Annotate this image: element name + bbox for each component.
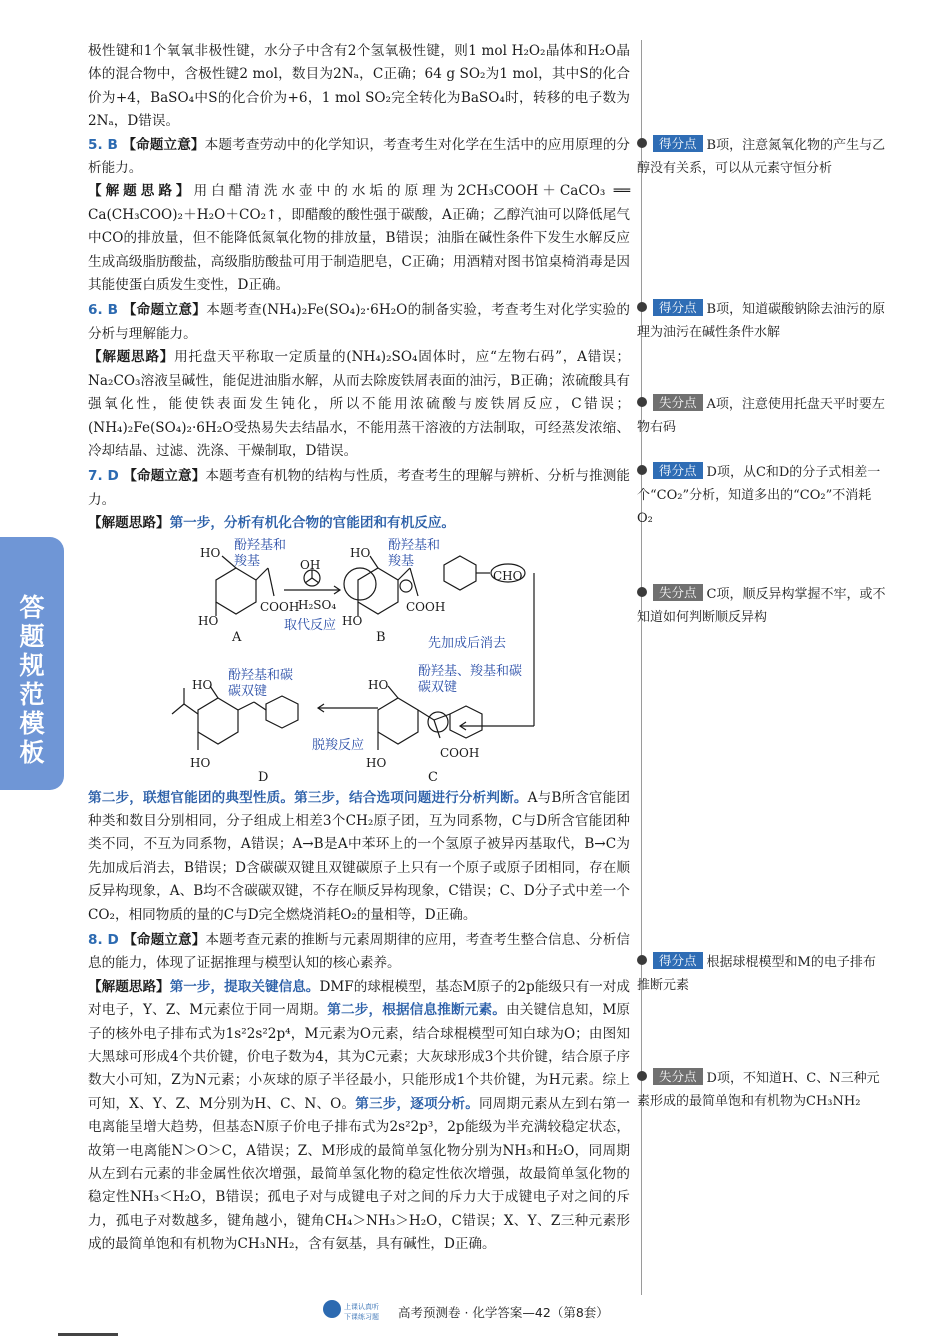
q7-analysis	[88, 787, 630, 927]
margin-note-1	[637, 134, 887, 180]
q6-number: 6. B	[88, 302, 119, 319]
a-ho2-label: HO	[198, 613, 219, 628]
q6-idea	[88, 346, 630, 463]
q7-idea-label: 【解题思路】	[88, 515, 170, 532]
side-tab-label: 答题规范模板	[19, 593, 45, 767]
q5-intent-text: 本题考查劳动中的化学知识，考查考生对化学在生活中的应用原理的分析能力。	[88, 136, 631, 177]
q8-intent-label: 【命题立意】	[123, 931, 206, 948]
question-5	[88, 134, 630, 298]
label-b-groups: 酚羟基和羧基	[388, 537, 441, 569]
publisher-logo	[320, 1297, 390, 1325]
molecule-b-ring	[358, 568, 398, 614]
margin-note-6	[637, 951, 887, 997]
page-footer	[320, 1301, 640, 1323]
side-tab-answer-template	[0, 537, 64, 790]
cho-label: CHO	[493, 568, 523, 583]
q6-intent-label: 【命题立意】	[122, 302, 207, 319]
c-cooh-label: COOH	[440, 745, 480, 760]
q7-step1: 第一步，分析有机化合物的官能团和有机反应。	[169, 515, 456, 532]
note-tag: 得分点	[653, 462, 703, 479]
note-tag: 失分点	[653, 1068, 703, 1085]
note-text: D项，从C和D的分子式相差一个“CO₂”分析，知道多出的“CO₂”不消耗O₂	[637, 465, 881, 526]
q8-step3: 第三步，逐项分析。	[355, 1095, 479, 1112]
benzaldehyde-ring	[444, 556, 476, 590]
question-7	[88, 465, 630, 927]
main-column	[88, 40, 630, 1259]
label-d: D	[258, 769, 269, 785]
q7-number: 7. D	[88, 468, 119, 485]
q5-intent-label: 【命题立意】	[122, 136, 205, 153]
label-a: A	[232, 629, 242, 645]
bottom-scan-mark	[58, 1333, 118, 1336]
note-text: D项，不知道H、C、N三种元素形成的最简单饱和有机物为CH₃NH₂	[637, 1071, 880, 1109]
q7-intent-text: 本题考查有机物的结构与性质，考查考生的理解与辨析、分析与推测能力。	[88, 468, 631, 508]
svg-text:上课认真听: 上课认真听	[344, 1303, 379, 1311]
q5-idea-text: 用白醋清洗水壶中的水垢的原理为2CH₃COOH＋CaCO₃ ══ Ca(CH₃COO)₂＋H₂O＋CO₂↑，即醋酸的酸性强于碳酸，A正确；乙醇汽油可以降低尾气中CO的排放量，但不能降低氮氧化物的排放量，B错误；油脂在碱性条件下发生水解反应生成高级脂肪酸盐，高级脂肪酸盐可用于制造肥皂，C正确；用酒精对图书馆桌椅消毒是因其能使蛋白质发生变性，D正确。	[88, 183, 631, 294]
q6-intent-text: 本题考查(NH₄)₂Fe(SO₄)₂·6H₂O的制备实验，考查考生对化学实验的分析与理解能力。	[88, 302, 631, 342]
q7-intent-label: 【命题立意】	[123, 468, 206, 485]
margin-note-7	[637, 1067, 887, 1113]
q8-step1: 第一步，提取关键信息。	[169, 978, 320, 995]
molecule-d-ring	[198, 698, 238, 744]
h2so4-label: H₂SO₄	[298, 597, 337, 612]
footer-text: 高考预测卷 · 化学答案—42（第8套）	[398, 1305, 609, 1320]
bullet-icon	[637, 465, 647, 475]
q8-idea	[88, 976, 630, 1257]
note-text: B项，知道碳酸钠除去油污的原理为油污在碱性条件水解	[637, 302, 886, 340]
d-ho-label: HO	[192, 677, 213, 692]
note-text: C项，顺反异构掌握不牢，或不知道如何判断顺反异构	[637, 587, 886, 625]
q8-intent	[88, 929, 630, 976]
label-decarboxylation: 脱羧反应	[312, 737, 365, 753]
label-c-groups: 酚羟基、羧基和碳碳双键	[418, 663, 523, 695]
bullet-icon	[637, 587, 647, 597]
q8-number: 8. D	[88, 931, 119, 948]
note-tag: 失分点	[653, 584, 703, 601]
q5-idea	[88, 180, 630, 297]
bullet-icon	[637, 955, 647, 965]
bullet-icon	[637, 138, 647, 148]
margin-note-3	[637, 393, 887, 439]
c-ho-label: HO	[368, 677, 389, 692]
molecule-c-ring	[378, 698, 418, 744]
margin-note-5	[637, 583, 887, 629]
question-6	[88, 299, 630, 463]
svg-text:下课练习题: 下课练习题	[344, 1313, 379, 1321]
q8-text3: 同周期元素从左到右第一电离能呈增大趋势，但基态N原子价电子排布式为2s²2p³，2p能级为半充满较稳定状态，故第一电离能N＞O＞C，A错误；Z、M形成的最简单氢化物分别为NH₃和H₂O，同周期从左到右元素的非金属性依次增强，最简单氢化物的稳定性依次增强，故最简单氢化物的稳定性NH₃＜H₂O，B错误；孤电子对与成键电子对之间的斥力大于成键电子对之间的斥力，孤电子对数越多，键角越小，键角CH₄＞NH₃＞H₂O，C错误；X、Y、Z三种元素形成的最简单饱和有机物为CH₃NH₂，含有氨基，具有碱性，D正确。	[88, 1095, 631, 1253]
question-8	[88, 929, 630, 1257]
q7-intent	[88, 465, 630, 512]
q7-idea-head	[88, 512, 630, 535]
bullet-icon	[637, 1071, 647, 1081]
q6-intent	[88, 299, 630, 346]
note-text: B项，注意氮氧化物的产生与乙醇没有关系，可以从元素守恒分析	[637, 138, 886, 176]
d-ho2-label: HO	[190, 755, 211, 770]
q6-idea-text: 用托盘天平称取一定质量的(NH₄)₂SO₄固体时，应“左物右码”，A错误；Na₂CO₃溶液呈碱性，能促进油脂水解，从而去除废铁屑表面的油污，B正确；浓硫酸具有强氧化性，能使铁表面发生钝化，所以不能用浓硫酸与废铁屑反应，C错误；(NH₄)₂Fe(SO₄)₂·6H₂O受热易失去结晶水，不能用蒸干溶液的方法制取，可经蒸发浓缩、冷却结晶、过滤、洗涤、干燥制取，D错误。	[88, 349, 630, 459]
label-a-groups: 酚羟基和羧基	[234, 537, 287, 569]
bullet-icon	[637, 302, 647, 312]
note-text: 根据球棍模型和M的电子排布推断元素	[637, 955, 876, 993]
note-tag: 得分点	[653, 952, 703, 969]
q5-intent	[88, 134, 630, 181]
q5-idea-label: 【解题思路】	[88, 183, 194, 200]
intro-paragraph: 极性键和1个氧氧非极性键，水分子中含有2个氢氧极性键，则1 mol H₂O₂晶体和H₂O晶体的混合物中，含极性键2 mol，数目为2Nₐ，C正确；64 g SO₂为1 mol，其中S的化合价为+4，BaSO₄中S的化合价为+6，1 mol SO₂完全转化为BaSO₄时，转移的电子数为2Nₐ，D错误。	[88, 43, 630, 130]
q8-idea-label: 【解题思路】	[88, 978, 170, 995]
label-addition-elimination: 先加成后消去	[428, 635, 507, 651]
a-ho-label: HO	[200, 545, 221, 560]
c-ho2-label: HO	[366, 755, 387, 770]
a-cooh-label: COOH	[260, 599, 300, 614]
b-ho-label: HO	[350, 545, 371, 560]
q8-intent-text: 本题考查元素的推断与元素周期律的应用，考查考生整合信息、分析信息的能力，体现了证据推理与模型认知的核心素养。	[88, 931, 631, 972]
q7-analysis-text: A与B所含官能团种类和数目分别相同，分子组成上相差3个CH₂原子团，互为同系物，C与D所含官能团种类不同，不互为同系物，A错误；A→B是A中苯环上的一个氢原子被异丙基取代，B→C为先加成后消去，B错误；D含碳碳双键且双键碳原子上只有一个原子或原子团相同，存在顺反异构现象，A、B均不含碳碳双键，不存在顺反异构现象，C错误；C、D分子式中差一个CO₂，相同物质的量的C与D完全燃烧消耗O₂的量相等，D正确。	[88, 789, 631, 923]
label-substitution: 取代反应	[284, 617, 337, 633]
q8-text1: DMF的球棍模型，基态M原子的2p能级只有一对成对电子，Y、Z、M元素位于同一周期。	[88, 978, 631, 1019]
note-tag: 得分点	[653, 299, 703, 316]
margin-note-4	[637, 461, 887, 530]
oh-label: OH	[300, 557, 321, 572]
q8-step2: 第二步，根据信息推断元素。	[327, 1002, 507, 1019]
note-text: A项，注意使用托盘天平时要左物右码	[637, 397, 885, 435]
bullet-icon	[637, 397, 647, 407]
b-ho2-label: HO	[342, 613, 363, 628]
label-b: B	[376, 629, 386, 645]
b-cooh-label: COOH	[406, 599, 446, 614]
note-tag: 得分点	[653, 135, 703, 152]
q8-text2: 由关键信息知，M原子的核外电子排布式为1s²2s²2p⁴，M元素为O元素，结合球棍模型可知白球为O；由图知大黑球可形成4个共价键，价电子数为4，其为C元素；大灰球形成3个共价键，结合原子序数大小可知，Z为N元素；小灰球的原子半径最小，只能形成1个共价键，为H元素。综上可知，X、Y、Z、M分别为H、C、N、O。	[88, 1002, 631, 1112]
q6-idea-label: 【解题思路】	[88, 349, 175, 366]
reaction-scheme	[88, 538, 630, 783]
note-tag: 失分点	[653, 394, 703, 411]
molecule-a-ring	[216, 568, 256, 614]
label-d-groups: 酚羟基和碳碳双键	[228, 667, 294, 699]
q7-step2: 第二步，联想官能团的典型性质。第三步，结合选项问题进行分析判断。	[88, 789, 528, 806]
label-c: C	[428, 769, 438, 785]
margin-note-2	[637, 298, 887, 344]
q5-number: 5. B	[88, 136, 118, 153]
